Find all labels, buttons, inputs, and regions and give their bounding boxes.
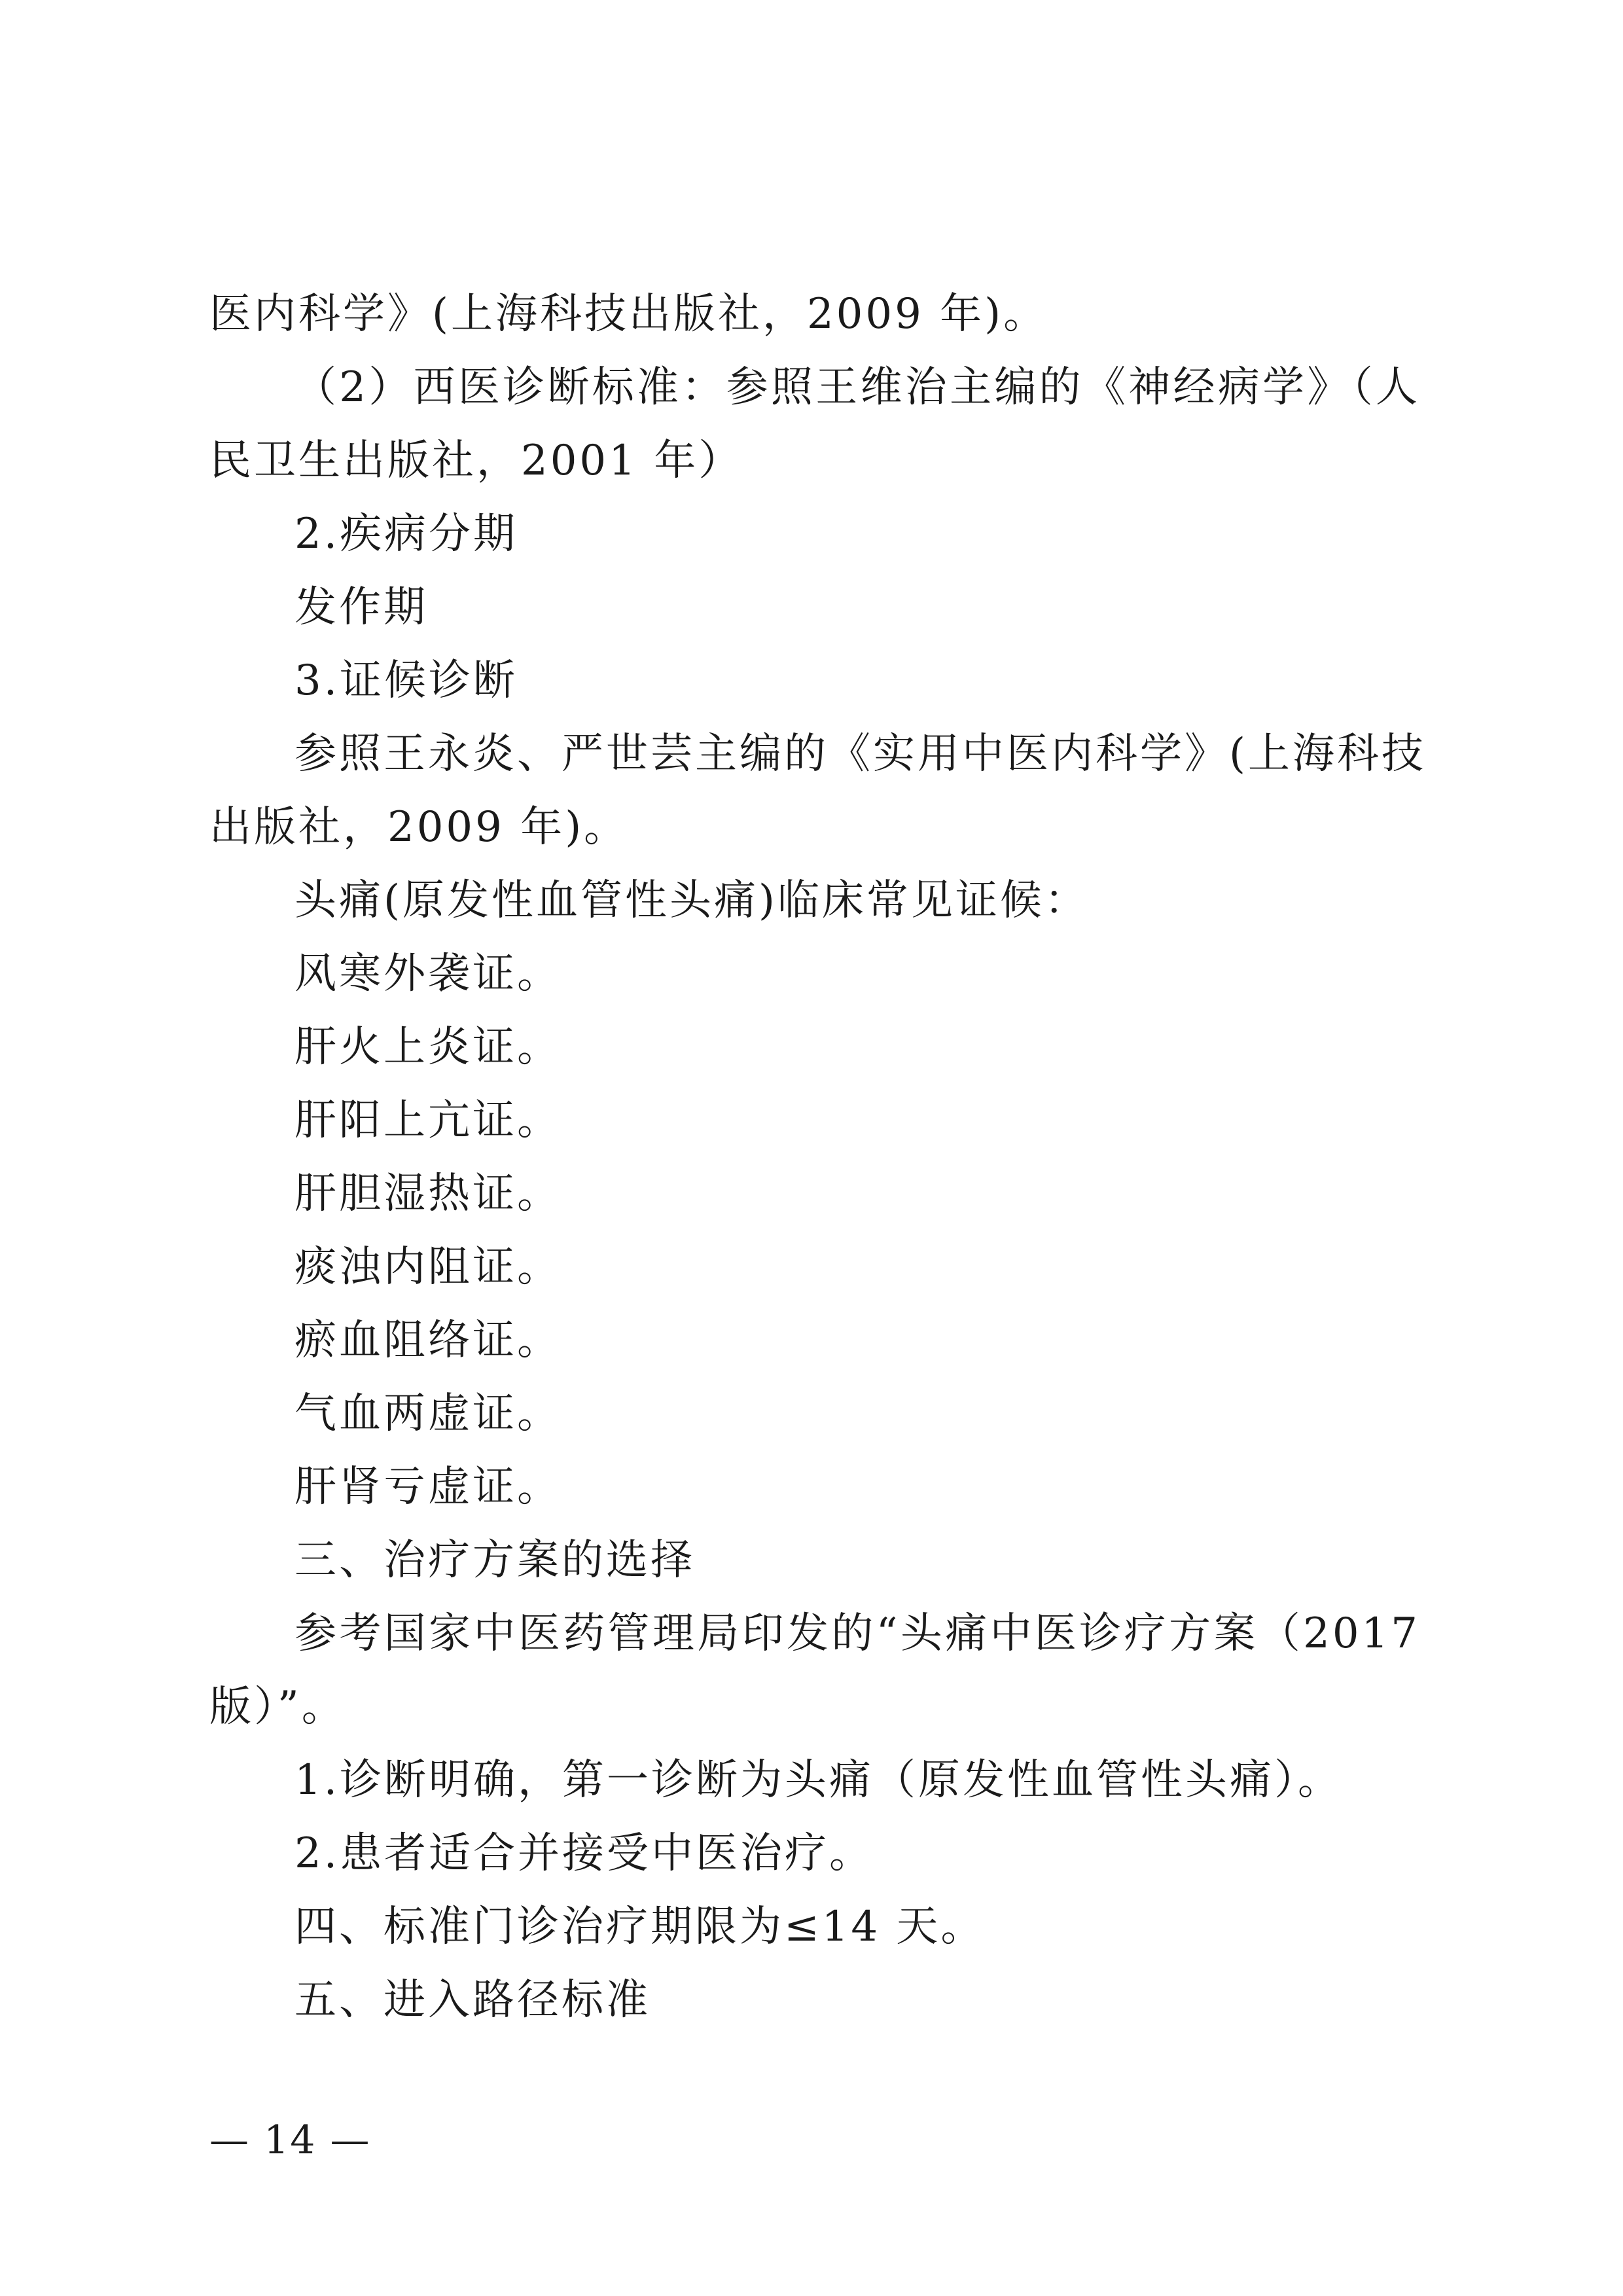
text-line-4: 2.疾病分期: [294, 510, 518, 558]
text-line-17: 肝肾亏虚证。: [294, 1463, 562, 1511]
section-heading-5: 五、进入路径标准: [294, 1976, 651, 2024]
text-line-14: 痰浊内阻证。: [294, 1243, 562, 1291]
text-line-6: 3.证候诊断: [294, 656, 518, 705]
text-line-9: 头痛(原发性血管性头痛)临床常见证候：: [294, 876, 1089, 925]
text-line-7: 参照王永炎、严世芸主编的《实用中医内科学》(上海科技: [294, 730, 1426, 778]
text-line-21: 1.诊断明确，第一诊断为头痛（原发性血管性头痛）。: [294, 1756, 1343, 1804]
text-line-2: （2）西医诊断标准：参照王维治主编的《神经病学》（人: [294, 363, 1420, 412]
text-line-10: 风寒外袭证。: [294, 950, 562, 998]
text-line-16: 气血两虚证。: [294, 1390, 562, 1438]
section-heading-4: 四、标准门诊治疗期限为≤14 天。: [294, 1903, 986, 1951]
text-line-5: 发作期: [294, 583, 428, 632]
text-line-19: 参考国家中医药管理局印发的“头痛中医诊疗方案（2017: [294, 1609, 1420, 1658]
text-line-8: 出版社，2009 年)。: [209, 803, 629, 852]
text-line-3: 民卫生出版社，2001 年）: [209, 437, 743, 485]
page-number: — 14 —: [209, 2117, 371, 2163]
text-line-11: 肝火上炎证。: [294, 1023, 562, 1071]
text-line-22: 2.患者适合并接受中医治疗。: [294, 1829, 874, 1878]
text-line-1: 医内科学》(上海科技出版社，2009 年)。: [209, 290, 1048, 338]
section-heading-3: 三、治疗方案的选择: [294, 1536, 695, 1585]
text-line-20: 版）”。: [209, 1683, 346, 1731]
text-line-15: 瘀血阻络证。: [294, 1316, 562, 1365]
text-line-12: 肝阳上亢证。: [294, 1096, 562, 1145]
text-line-13: 肝胆湿热证。: [294, 1170, 562, 1218]
